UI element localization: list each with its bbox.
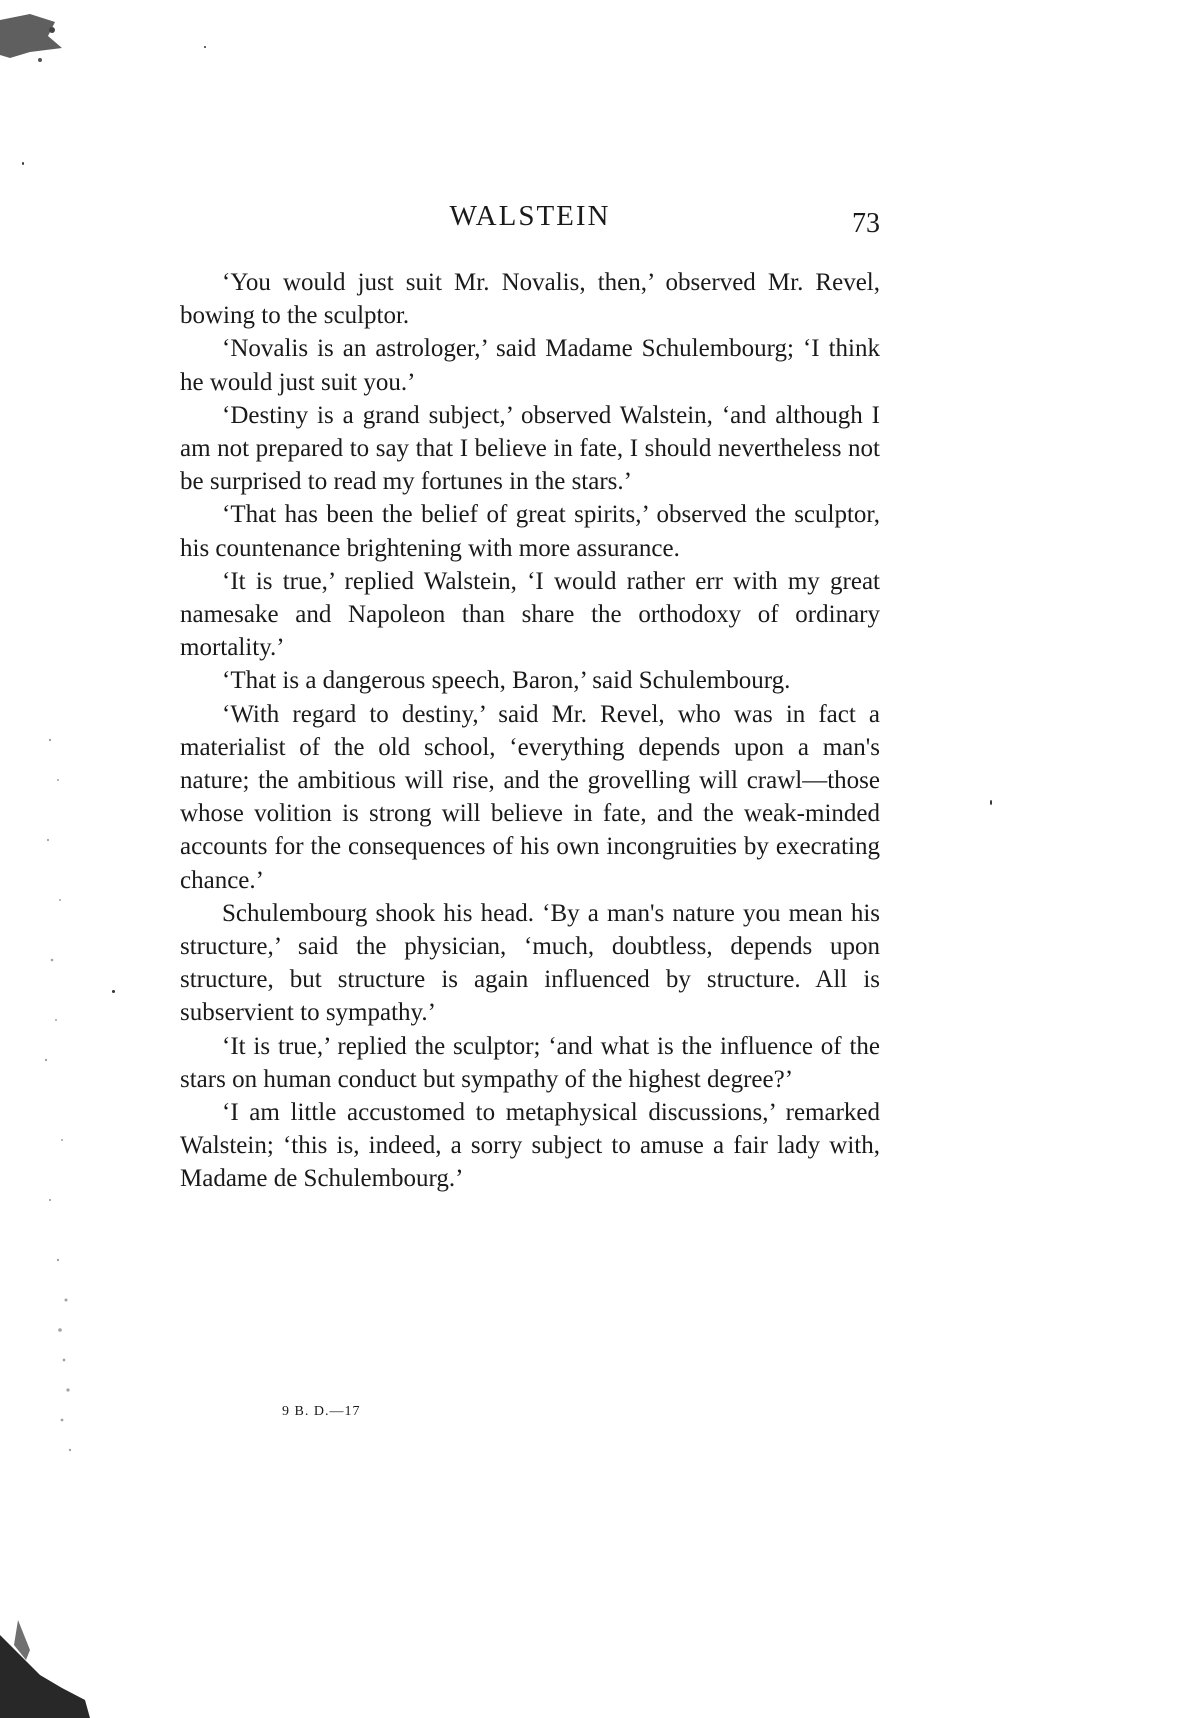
signature-mark: 9 B. D.—17 [282,1404,361,1419]
page-header [180,200,880,250]
paragraph: ‘It is true,’ replied the sculptor; ‘and what is the influence of the stars on human conduct but sympathy of the highest degree?’ [180,1032,880,1093]
paragraph: ‘It is true,’ replied Walstein, ‘I would rather err with my great namesake and Napoleon than share the orthodoxy of ordinary mortality.’ [180,567,880,662]
scan-corner-smudge-bottom [0,1560,100,1718]
paragraph: ‘You would just suit Mr. Novalis, then,’ observed Mr. Revel, bowing to the sculptor. [180,269,880,330]
scan-edge-dots [40,720,90,1500]
paragraph: ‘Novalis is an astrologer,’ said Madame Schulembourg; ‘I think he would just suit you.’ [180,335,880,396]
running-title: WALSTEIN [449,200,611,232]
scan-speck [204,46,206,48]
body-text [180,266,880,1196]
paragraph: Schulembourg shook his head. ‘By a man's nature you mean his structure,’ said the physician, ‘much, doubtless, depends upon structure, but structure is again influenced by structure. All is subservient to sympathy.’ [180,899,880,1027]
scan-speck [112,990,115,993]
scan-speck [990,800,992,805]
page-number: 73 [852,208,880,239]
paragraph: ‘With regard to destiny,’ said Mr. Revel, who was in fact a materialist of the old school, ‘everything depends upon a man's nature; the ambitious will rise, and the grovelling will crawl—those whose volition is strong will believe in fate, and the weak-minded accounts for the consequences of his own incongruities by execrating chance.’ [180,700,880,894]
paragraph: ‘That has been the belief of great spirits,’ observed the sculptor, his countenance brightening with more assurance. [180,501,880,562]
scan-speck [22,162,24,165]
scan-corner-smudge-top [0,0,100,70]
paragraph: ‘That is a dangerous speech, Baron,’ said Schulembourg. [222,667,791,695]
paragraph: ‘Destiny is a grand subject,’ observed Walstein, ‘and although I am not prepared to say that I believe in fate, I should nevertheless not be surprised to read my fortunes in the stars.’ [180,401,880,496]
paragraph: ‘I am little accustomed to metaphysical discussions,’ remarked Walstein; ‘this is, indeed, a sorry subject to amuse a fair lady with, Madame de Schulembourg.’ [180,1099,880,1193]
